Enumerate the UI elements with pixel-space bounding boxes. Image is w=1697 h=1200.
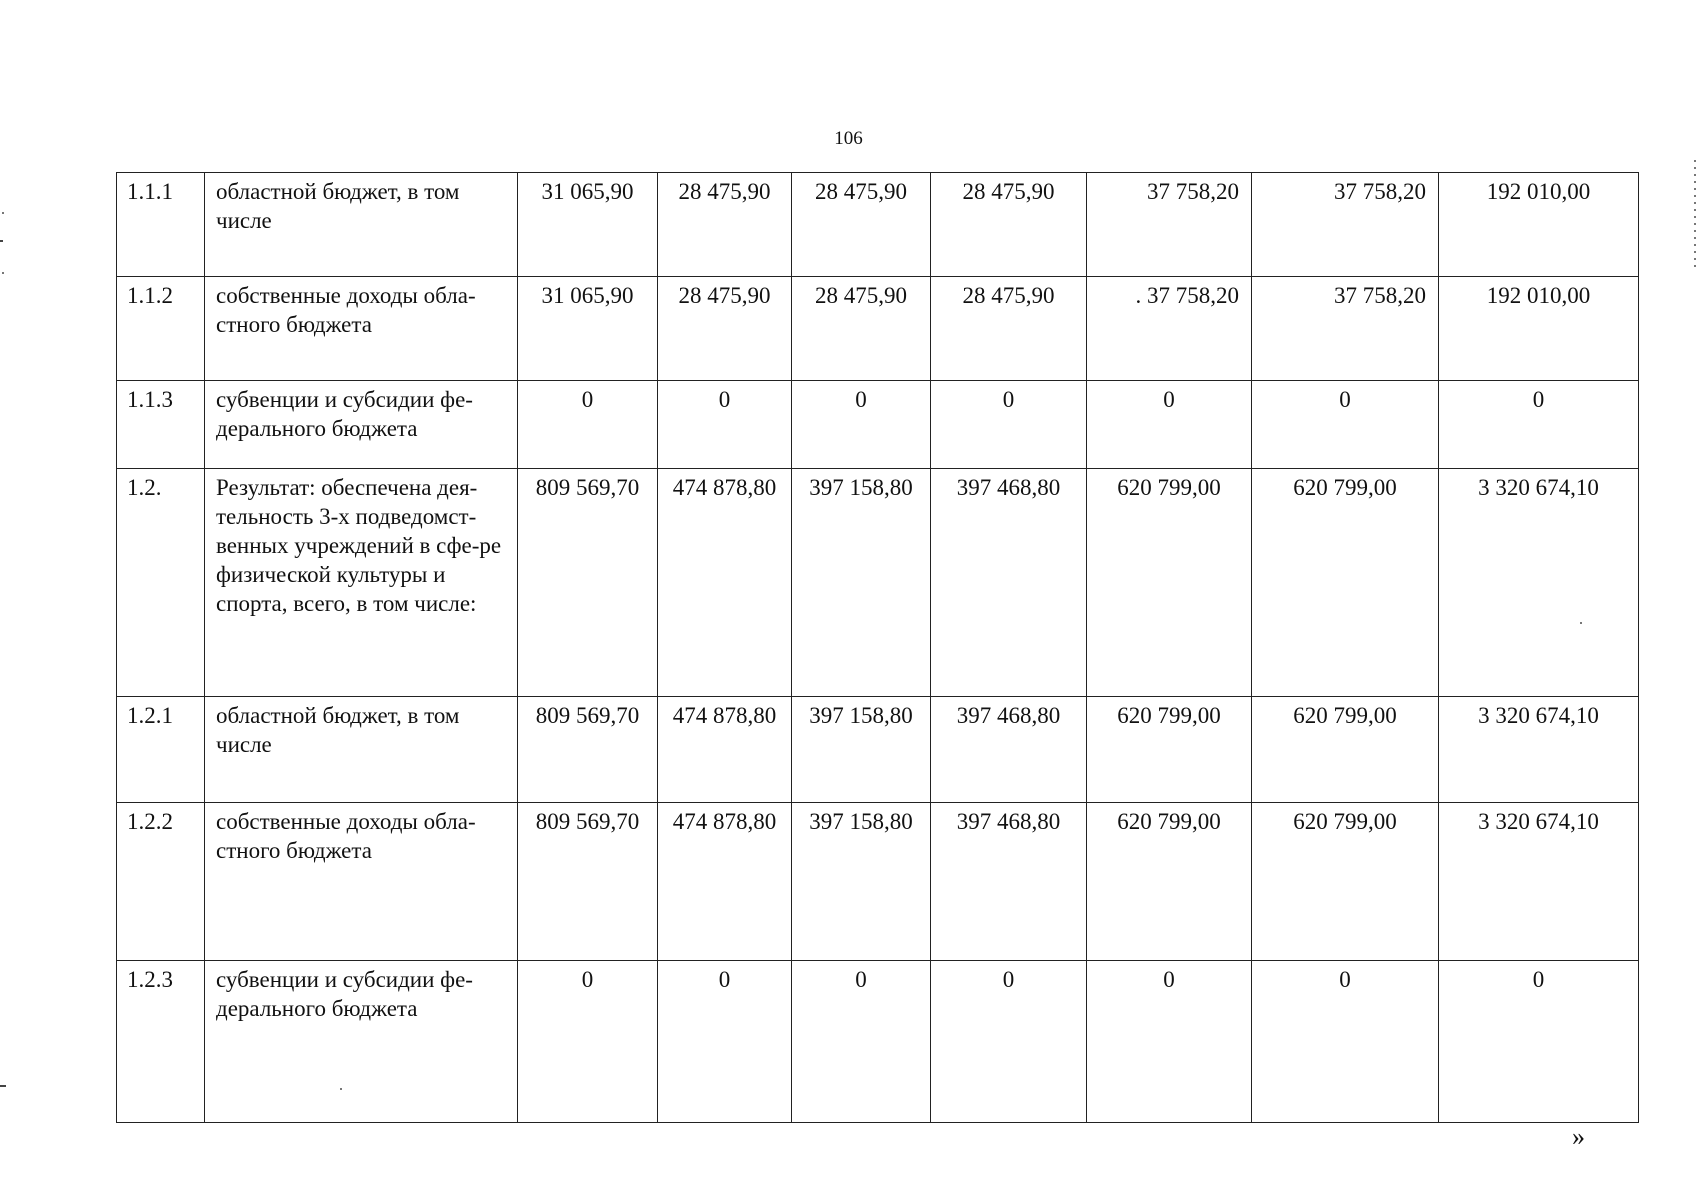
row-code: 1.2.2 (117, 803, 205, 961)
value-cell: 620 799,00 (1087, 697, 1252, 803)
value-cell: . 37 758,20 (1087, 277, 1252, 381)
row-description: субвенции и субсидии фе-дерального бюджета (205, 961, 518, 1123)
value-cell: 620 799,00 (1087, 803, 1252, 961)
value-cell: 0 (1252, 961, 1439, 1123)
value-cell: 31 065,90 (518, 277, 658, 381)
value-cell: 397 468,80 (931, 803, 1087, 961)
value-cell: 0 (931, 961, 1087, 1123)
value-cell: 397 468,80 (931, 697, 1087, 803)
table-row (117, 803, 1639, 961)
value-cell: 192 010,00 (1439, 277, 1639, 381)
value-cell: 37 758,20 (1087, 173, 1252, 277)
value-cell: 397 158,80 (792, 697, 931, 803)
closing-quote-mark: » (1572, 1122, 1585, 1151)
value-cell: 0 (518, 961, 658, 1123)
value-cell: 0 (518, 381, 658, 469)
value-cell: 28 475,90 (658, 173, 792, 277)
table-row (117, 381, 1639, 469)
value-cell: 809 569,70 (518, 803, 658, 961)
value-cell: 474 878,80 (658, 697, 792, 803)
value-cell: 0 (792, 961, 931, 1123)
budget-table (116, 172, 1639, 1123)
scan-margin-mark (0, 240, 3, 242)
value-cell: 0 (1439, 961, 1639, 1123)
scan-speck (340, 1088, 342, 1090)
value-cell: 28 475,90 (931, 277, 1087, 381)
table-row (117, 961, 1639, 1123)
scan-speck (2, 212, 4, 214)
row-code: 1.1.3 (117, 381, 205, 469)
table-row (117, 697, 1639, 803)
value-cell: 397 158,80 (792, 803, 931, 961)
value-cell: 620 799,00 (1087, 469, 1252, 697)
value-cell: 28 475,90 (658, 277, 792, 381)
value-cell: 0 (658, 381, 792, 469)
value-cell: 620 799,00 (1252, 469, 1439, 697)
row-description: Результат: обеспечена дея-тельность 3-х подведомст-венных учреждений в сфе-ре физической культуры и спорта, всего, в том числе: (205, 469, 518, 697)
value-cell: 37 758,20 (1252, 277, 1439, 381)
row-code: 1.1.2 (117, 277, 205, 381)
value-cell: 397 158,80 (792, 469, 931, 697)
table-row (117, 277, 1639, 381)
row-code: 1.1.1 (117, 173, 205, 277)
value-cell: 192 010,00 (1439, 173, 1639, 277)
scan-edge-dots (1694, 160, 1696, 270)
value-cell: 28 475,90 (792, 173, 931, 277)
row-description: областной бюджет, в том числе (205, 697, 518, 803)
scan-speck (1580, 622, 1582, 624)
value-cell: 0 (658, 961, 792, 1123)
value-cell: 620 799,00 (1252, 803, 1439, 961)
value-cell: 474 878,80 (658, 469, 792, 697)
value-cell: 0 (792, 381, 931, 469)
row-code: 1.2.1 (117, 697, 205, 803)
table-row (117, 469, 1639, 697)
value-cell: 809 569,70 (518, 469, 658, 697)
value-cell: 3 320 674,10 (1439, 469, 1639, 697)
value-cell: 0 (931, 381, 1087, 469)
page-number: 106 (834, 128, 863, 149)
value-cell: 0 (1252, 381, 1439, 469)
value-cell: 397 468,80 (931, 469, 1087, 697)
scan-speck (2, 272, 4, 274)
value-cell: 37 758,20 (1252, 173, 1439, 277)
row-code: 1.2.3 (117, 961, 205, 1123)
row-code: 1.2. (117, 469, 205, 697)
value-cell: 0 (1439, 381, 1639, 469)
value-cell: 28 475,90 (931, 173, 1087, 277)
row-description: субвенции и субсидии фе-дерального бюджета (205, 381, 518, 469)
value-cell: 28 475,90 (792, 277, 931, 381)
scan-margin-mark (0, 1085, 6, 1087)
value-cell: 3 320 674,10 (1439, 803, 1639, 961)
value-cell: 809 569,70 (518, 697, 658, 803)
value-cell: 0 (1087, 961, 1252, 1123)
row-description: областной бюджет, в том числе (205, 173, 518, 277)
value-cell: 0 (1087, 381, 1252, 469)
row-description: собственные доходы обла-стного бюджета (205, 803, 518, 961)
table-row (117, 173, 1639, 277)
row-description: собственные доходы обла-стного бюджета (205, 277, 518, 381)
value-cell: 474 878,80 (658, 803, 792, 961)
value-cell: 3 320 674,10 (1439, 697, 1639, 803)
value-cell: 620 799,00 (1252, 697, 1439, 803)
value-cell: 31 065,90 (518, 173, 658, 277)
